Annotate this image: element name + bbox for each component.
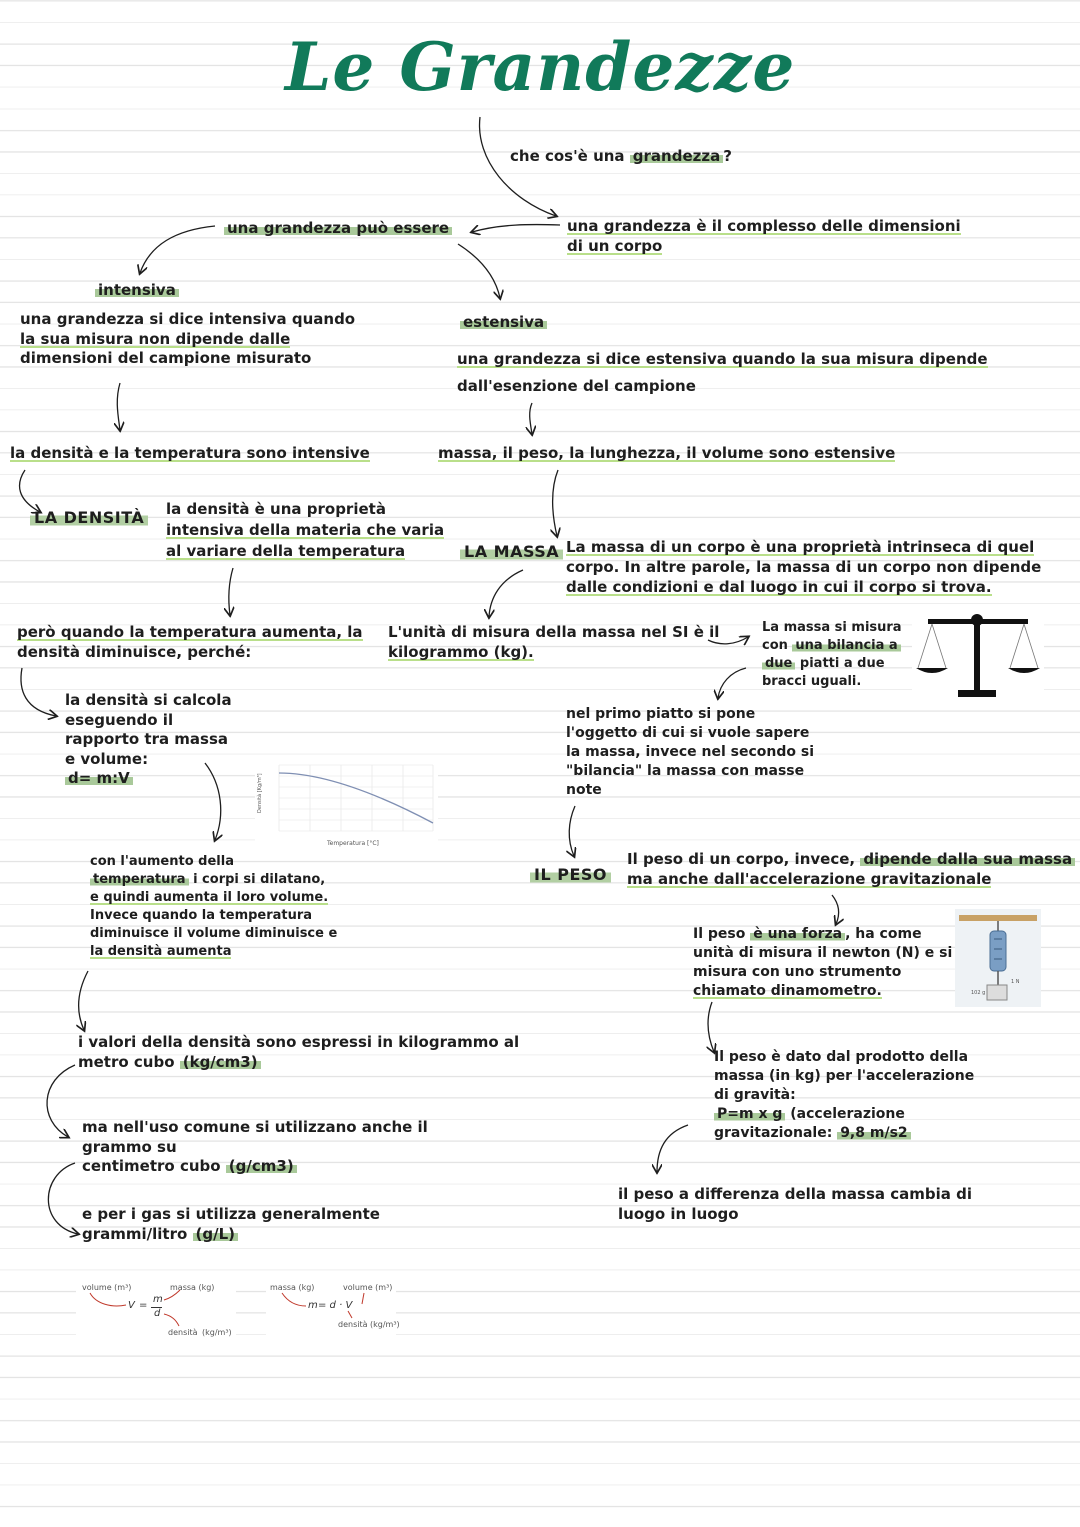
balance-scale-icon: [912, 610, 1044, 700]
arrow-estensiva-to-examples: [530, 403, 532, 434]
intensiva-examples: la densità e la temperatura sono intensive: [10, 444, 370, 462]
arrow-force-to-prod: [708, 1002, 714, 1052]
arrow-definition-to-canbe: [472, 225, 560, 232]
peso-product: Il peso è dato dal prodotto della massa (in kg) per l'accelerazione di gravità: P=m x g (accelerazione gravitazionale: 9,8 m/s2: [714, 1049, 975, 1141]
densita-calc: la densità si calcola eseguendo il rapporto tra massa e volume: d= m:V: [65, 691, 232, 787]
arrow-examples-to-massa: [553, 470, 558, 536]
intensiva-definition: una grandezza si dice intensiva quando la sua misura non dipende dalle dimensioni del campione misurato: [20, 310, 356, 367]
arrow-prod-to-diff: [657, 1125, 688, 1172]
question: che cos'è una grandezza ?: [510, 147, 732, 165]
arrow-units-to-grams: [47, 1065, 75, 1137]
chart-x-label: Temperatura [°C]: [327, 840, 379, 847]
peso-definition: Il peso di un corpo, invece, dipende dalla sua massa ma anche dall'accelerazione gravitazionale: [627, 850, 1075, 889]
arrow-massa-to-unit: [489, 570, 523, 617]
definition: una grandezza è il complesso delle dimensioni di un corpo: [567, 217, 961, 255]
arrow-intensiva-to-examples: [117, 383, 120, 430]
arrow-densita-to-note: [229, 568, 233, 615]
densita-definition: la densità è una proprietà intensiva della materia che varia al variare della temperatura: [166, 500, 445, 560]
densita-gas: e per i gas si utilizza generalmente grammi/litro (g/L): [82, 1205, 380, 1243]
density-chart-svg: [255, 757, 438, 850]
densita-explanation: con l'aumento della temperatura i corpi si dilatano, e quindi aumenta il loro volume. Invece quando la temperatura diminuisce il volume diminuisce e la densità aumenta: [90, 854, 338, 959]
dynamometer-icon: [955, 909, 1041, 1007]
page-title: Le Grandezze: [285, 28, 796, 106]
estensiva-label: estensiva: [460, 313, 547, 333]
massa-plates: nel primo piatto si pone l'oggetto di cui si vuole sapere la massa, invece nel secondo si "bilancia" la massa con masse note: [566, 706, 815, 798]
massa-definition: La massa di un corpo è una proprietà intrinseca di quel corpo. In altre parole, la massa di un corpo non dipende dalle condizioni e dal luogo in cui il corpo si trova.: [566, 538, 1042, 596]
dynamometer-weight-label: 102 g: [971, 990, 986, 996]
can-be-heading: una grandezza può essere: [224, 219, 452, 239]
estensiva-definition: una grandezza si dice estensiva quando la sua misura dipende dall'esenzione del campione: [457, 350, 988, 395]
estensiva-examples: massa, il peso, la lunghezza, il volume sono estensive: [438, 444, 896, 462]
arrow-measure-to-plates: [718, 668, 746, 698]
dynamometer-force-label: 1 N: [1011, 979, 1020, 985]
densita-note: però quando la temperatura aumenta, la densità diminuisce, perché:: [17, 623, 363, 661]
massa-measure: La massa si misura con una bilancia a due piatti a due bracci uguali.: [762, 620, 902, 689]
massa-unit: L'unità di misura della massa nel SI è il kilogrammo (kg).: [388, 623, 720, 661]
peso-force: Il peso è una forza , ha come unità di misura il newton (N) e si misura con uno strumento chiamato dinamometro.: [693, 926, 953, 999]
densita-grams: ma nell'uso comune si utilizzano anche il grammo su centimetro cubo (g/cm3): [82, 1118, 428, 1175]
densita-units: i valori della densità sono espressi in kilogrammo al metro cubo (kg/cm3): [78, 1033, 520, 1071]
arrow-examples-to-densita: [20, 470, 40, 512]
arrow-note-to-calc: [21, 668, 56, 716]
peso-label: IL PESO: [530, 865, 611, 884]
arrow-title-to-definition: [480, 117, 556, 216]
arrow-grams-to-gas: [48, 1163, 78, 1234]
densita-label: LA DENSITÀ: [30, 508, 148, 527]
formula-mass: massa (kg) volume (m³) m = d · V densità (kg/m³): [266, 1278, 396, 1344]
arrow-canbe-to-intensiva: [140, 226, 215, 273]
arrow-canbe-to-estensiva: [458, 244, 500, 298]
density-chart: [255, 757, 438, 850]
arrow-expl-to-units: [79, 971, 88, 1030]
chart-y-label: Densità [Kg/m³]: [257, 773, 263, 813]
formula-volume: volume (m³) massa (kg) V = m d densità (kg/m³): [76, 1278, 236, 1344]
peso-difference: il peso a differenza della massa cambia di luogo in luogo: [618, 1185, 972, 1223]
massa-label: LA MASSA: [460, 542, 563, 561]
arrow-plates-to-peso: [569, 806, 575, 856]
intensiva-label: intensiva: [95, 281, 179, 301]
arrow-peso-to-force: [832, 895, 839, 924]
